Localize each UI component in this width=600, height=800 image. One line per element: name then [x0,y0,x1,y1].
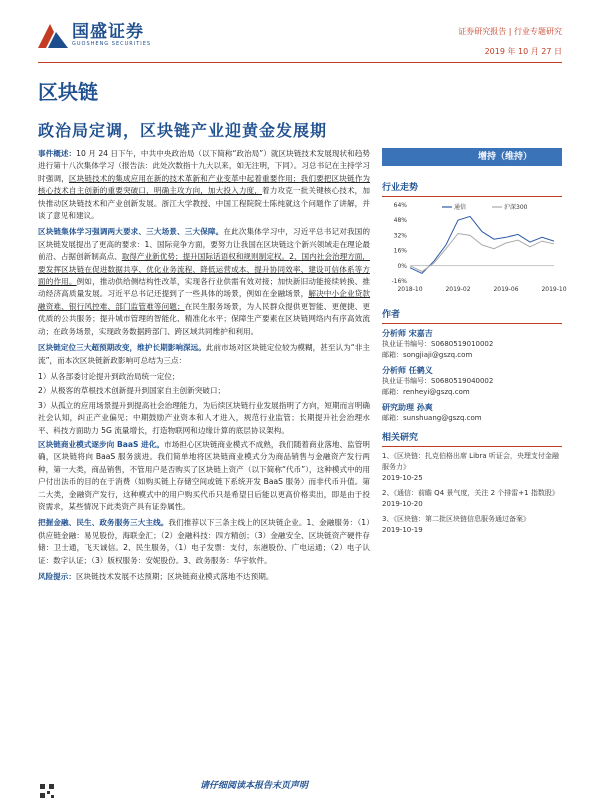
rating-badge: 增持（维持） [382,148,562,166]
text: 此前市场对区块链定位较为模糊，甚至认为“非主流”，而本次区块链新政影响可总结为三点： [38,343,370,365]
paragraph-baas [38,439,370,513]
footer-disclaimer: 请仔细阅读本报告末页声明 [200,781,309,791]
header-divider [38,62,562,63]
y-tick-label: 0% [397,262,407,270]
report-body [38,148,370,587]
related-report[interactable]: 3、《区块链：第二批区块链信息服务通过备案》 [382,515,530,523]
logo-chinese-name: 国盛证券 [72,21,144,42]
recommendations-label: 把握金融、民生、政务服务三大主线。 [38,518,169,528]
x-tick-label: 2019-02 [445,286,471,293]
report-title: 政治局定调，区块链产业迎黄金发展期 [38,121,328,140]
sidebar [382,148,567,536]
trend-heading: 行业走势 [382,180,562,197]
related-list [382,451,562,536]
authors-list [382,328,562,424]
text: 着力攻克一批关键核心技术，加快推动区块链技术和产业创新发展。浙江大学教授、中国工程院院士陈纯就这个问题作了讲解，并谈了意见和建议。 [38,186,371,221]
author-cert: 执业证书编号：S0680519040002 [382,377,494,385]
risk-label: 风险提示： [38,572,76,581]
text: 在民生服务场景，为人民群众提供更智能、更便捷、更优质的公共服务；提升城市管理的智能化、精准化水平；保障生产要素在区块链网络内有序高效流动；在政务场景，实现政务数据跨部门、跨区域共同维护和利用。 [38,301,370,336]
text: 在此次集体学习中，习近平总书记对我国的区块链发展提出了更高的要求：1、国际竞争方面，要努力让我国在区块链这个新兴领域走在理论最前沿、占据创新制高点、 [38,227,370,262]
list-item: 1）从各部委讨论提升到政治局统一定位； [38,371,180,381]
y-tick-label: -16% [391,278,407,285]
y-tick-label: 64% [393,202,407,209]
x-tick-label: 2019-06 [493,286,519,293]
x-tick-label: 2018-10 [397,286,423,293]
x-tick-label: 2019-10 [541,286,567,293]
author-name: 分析师 任鹤义 [382,366,433,375]
text: 取得产业新优势；提升国际话语权和规则制定权。 [121,252,290,262]
author-email[interactable]: 邮箱：renheyi@gszq.com [382,388,470,396]
list-item: 3）从孤立的应用场景提升到提高社会治理能力，为后续区块链行业发展指明了方向，短期而言明确社会认知，纠正产业偏见；中期鼓励产业资本和人才进入，规范行业监管；长期提升社会治理水平、科技方面助力 5G 流量增长，打造物联网和边缘计算的底层协议架构。 [38,400,370,435]
baas-label: 区块链商业模式逐步向 BaaS 进化。 [38,439,165,449]
author-email[interactable]: 邮箱：songjiaji@gszq.com [382,351,473,359]
paragraph-event [38,148,370,222]
paragraph-requirements [38,226,370,338]
legend-label: 通信 [454,204,467,211]
related-report[interactable]: 2、《通信：前瞻 Q4 景气度，关注 2 个排雷+1 指数股》 [382,489,559,497]
text: 市场担心区块链商业模式不成熟，我们随着商业落地、监管明确，区块链将向 BaaS 服务演进。我们简单地将区块链商业模式分为商品销售与金融资产发行两种，第一大类，商品销售，不管用户是否购买了区块链上资产（以下简称“代币”），这种模式中的用户付出法币的目的在于消费（如购买链上存储空间或链下系统开发 BaaS 服务）而非代币升值。第二大类，金融资产发行，这种模式中的用户购买代币只是希望日后能以更高价格卖出，即是由于投资需求，某些情况下此类资产具有证券属性。 [38,439,370,511]
text: 10 月 24 日下午，中共中央政治局（以下简称“政治局”）就区块链技术发展现状和趋势进行第十八次集体学习（报告法：此处次数指十九大以来，如无注明，下同）。习总书记在主持学习时强调， [38,149,371,183]
author-entry [382,328,562,361]
related-report-date: 2019-10-19 [382,526,423,534]
report-type: 证券研究报告 | 行业专题研究 [458,27,562,36]
author-cert: 执业证书编号：S0680519010002 [382,340,494,348]
paragraph-risk [38,571,370,583]
requirements-label: 区块链集体学习强调两大要求、三大场景、三大保障。 [38,227,224,237]
y-tick-label: 16% [393,247,407,255]
legend-label: 沪深300 [504,204,528,211]
author-entry [382,402,562,424]
text: 区块链技术发展不达预期；区块链商业模式落地不达预期。 [75,572,274,581]
authors-heading: 作者 [382,307,562,324]
trend-chart [382,197,567,301]
section-title: 区块链 [38,80,98,104]
related-report[interactable]: 1、《区块链：扎克伯格出席 Libra 听证会，央理支付金融服务力》 [382,452,559,471]
impact-list [38,371,370,437]
related-report-date: 2019-10-20 [382,500,423,508]
event-label: 事件概述： [38,149,77,158]
report-date: 2019 年 10 月 27 日 [484,47,562,56]
related-heading: 相关研究 [382,430,562,447]
paragraph-positioning [38,342,370,367]
text: 我们推荐以下三条主线上的区块链企业。1、金融服务：（1）供应链金融：易见股份，海联金汇；（2）金融科技：四方精创；（3）金融安全、区块链资产硬件存储：卫士通，飞天诚信。2、民生服务，（1）电子发票：支付，东港股份、广电运通；（2）电子认证：数字认证；（3）版权服务：安妮股份。3、政务服务：华宇软件。 [38,518,371,565]
list-item: 2）从极客的草根技术创新提升到国家自主创新突破口； [38,386,226,396]
trend-chart-svg [382,197,567,297]
logo-english-name: GUOSHENG SECURITIES [72,40,152,47]
y-tick-label: 32% [393,232,407,240]
text: 区块链技术的集成应用在新的技术革新和产业变革中起着重要作用；我们要把区块链作为核心技术自主创新的重要突破口，明确主攻方向，加大投入力度， [38,173,371,196]
company-logo [38,22,151,48]
author-email[interactable]: 邮箱：sunshuang@gszq.com [382,414,482,422]
guosheng-logo-icon [38,22,68,48]
y-tick-label: 48% [393,217,407,225]
text: 2、国内社会治理方面，要发挥区块链在促进数据共享、优化业务流程、降低运营成本、提升协同效率、建设可信体系等方面的作用。 [38,252,371,287]
text: 解决中小企业贷款融资难、银行风控难、部门监管难等问题； [38,289,371,311]
qr-code-icon [40,784,54,798]
author-entry [382,365,562,398]
author-name: 研究助理 孙爽 [382,403,433,412]
related-report-date: 2019-10-25 [382,474,423,482]
positioning-label: 区块链定位三大超预期改变，维护长期影响深远。 [38,343,206,353]
author-name: 分析师 宋嘉吉 [382,329,433,338]
paragraph-recommendations [38,517,370,567]
text: 例如，推动供给侧结构性改革，实现各行业供需有效对接；加快新旧动能接续转换、推动经济高质量发展。习近平总书记还提到了一些具体的场景，例如在金融场景， [38,277,371,299]
